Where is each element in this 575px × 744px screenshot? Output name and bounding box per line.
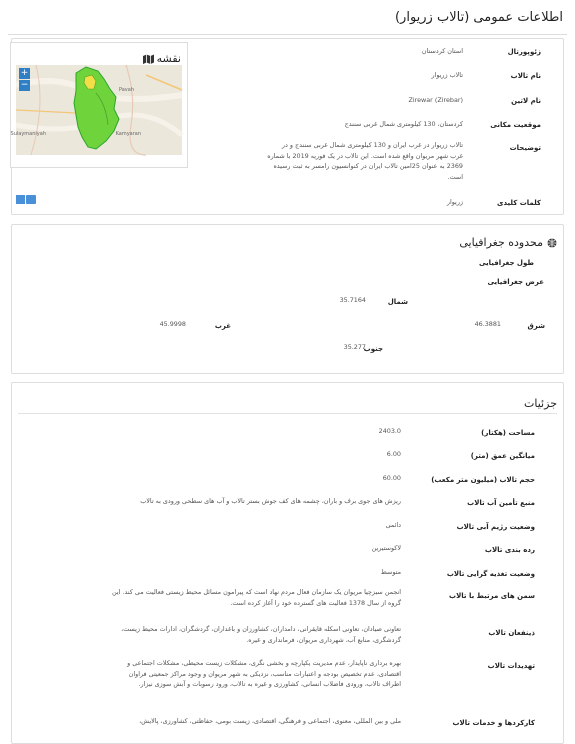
detail-value-volume: 60.00 (382, 474, 401, 482)
detail-label-depth: میانگین عمق (متر) (470, 452, 535, 460)
south-value: 35.277 (343, 343, 366, 351)
label-location: موقعیت مکانی (490, 121, 541, 129)
details-divider (18, 413, 557, 414)
label-wetland-name: نام تالاب (510, 72, 541, 80)
layer-toggle-button[interactable] (16, 195, 25, 204)
detail-value-functions: ملی و بین المللی، معنوی، اجتماعی و فرهنگی، اقتصادی، زیست بومی، حفاظتی، کشاورزی، پالایش، (139, 717, 401, 725)
label-keywords: کلمات کلیدی (497, 199, 541, 207)
value-keywords: زریوار (446, 198, 463, 206)
detail-label-functions: کارکردها و خدمات تالاب (452, 719, 535, 727)
east-label: شرق (527, 322, 545, 330)
svg-text:Kamyaran: Kamyaran (115, 131, 141, 137)
label-latin-name: نام لاتین (511, 97, 541, 105)
details-title: جزئیات (524, 397, 557, 410)
detail-label-threats: تهدیدات تالاب (487, 662, 535, 670)
north-value: 35.7164 (339, 296, 366, 304)
label-zeoportal: زئوپورتال (507, 48, 541, 56)
value-location: کردستان، 130 کیلومتری شمال غربی سنندج (344, 120, 463, 128)
south-label: جنوب (363, 345, 383, 353)
value-zeoportal: استان کردستان (421, 47, 463, 55)
detail-value-water-source: ریزش های جوی برف و باران، چشمه های کف جوش بستر تالاب و آب های سطحی ورودی به تالاب (140, 497, 401, 505)
fullscreen-button[interactable] (26, 195, 36, 204)
map-tiles (10, 65, 182, 155)
west-value: 45.9998 (159, 320, 186, 328)
west-label: غرب (214, 322, 231, 330)
detail-label-stakeholders: ذینفعان تالاب (488, 629, 535, 637)
label-description: توضیحات (509, 144, 541, 152)
detail-value-ngos: انجمن سبزچیا مریوان یک سازمان فعال مردم نهاد است که پیرامون مسائل محیط زیستی فعالیت می کند. این گروه از سال 1378 فعالیت های گسترده خود را آغاز کرده است. (112, 588, 401, 607)
map-header (143, 52, 181, 65)
detail-label-trophic: وضعیت تغذیه گرایی تالاب (446, 570, 535, 578)
value-latin-name: Zirewar (Zirebar) (408, 96, 463, 104)
zoom-out-button[interactable]: − (20, 80, 29, 90)
globe-icon (547, 238, 557, 248)
value-wetland-name: تالاب زریوار (431, 71, 463, 79)
page-title: اطلاعات عمومی (تالاب زریوار) (394, 10, 563, 25)
geo-title: محدوده جغرافیایی (459, 236, 543, 249)
value-description: تالاب زریوار در غرب ایران و 130 کیلومتری شمال غربی سنندج و در غرب شهر مریوان واقع شده است. این تالاب در یک فوریه 2019 با شماره 2369 به عنوان 25امین تالاب ایران در کنوانسیون رامسر به ثبت رسیده است. (267, 141, 463, 181)
north-label: شمال (387, 298, 408, 306)
detail-label-area: مساحت (هکتار) (481, 429, 535, 437)
map-icon (143, 54, 154, 64)
map-title: نقشه (156, 52, 181, 65)
detail-label-ngos: سمن های مرتبط با تالاب (449, 592, 535, 600)
title-divider (8, 34, 567, 35)
detail-label-water-regime: وضعیت رژیم آبی تالاب (456, 523, 535, 531)
detail-value-stakeholders: تعاونی صیادان، تعاونی اسکله قایقرانی، دامداران، کشاورزان و باغداران، گردشگران، ادارات محیط زیست، گردشگری، منابع آب، شهرداری مریوان، فرمانداری و غیره. (121, 625, 401, 644)
longitude-label: طول جغرافیایی (478, 259, 534, 267)
detail-label-water-source: منبع تأمین آب تالاب (467, 499, 535, 507)
detail-value-classification: لاکوستیرین (371, 544, 401, 552)
detail-value-area: 2403.0 (378, 427, 401, 435)
detail-value-depth: 6.00 (386, 450, 401, 458)
detail-value-threats: بهره برداری ناپایدار، عدم مدیریت یکپارچه و بخشی نگری، مشکلات زیست محیطی، مشکلات اجتماعی و اقتصادی، عدم تخصیص بودجه و اعتبارات مناسب، نزدیکی به شهر مریوان و وجود مراکز جمعیتی فراوان اطراف تالاب، ورودی فاضلاب انسانی، کشاورزی و غیره به تالاب، ورود رسوبات و آبش سوزی نیزار. (127, 659, 401, 688)
east-value: 46.3881 (474, 320, 501, 328)
zoom-in-button[interactable]: + (20, 68, 29, 78)
detail-label-volume: حجم تالاب (میلیون متر مکعب) (431, 476, 535, 484)
svg-text:Pavah: Pavah (118, 87, 134, 93)
detail-value-water-regime: دائمی (385, 521, 401, 529)
detail-label-classification: رده بندی تالاب (484, 546, 535, 554)
map-view[interactable] (10, 65, 182, 155)
svg-text:Sulaymaniyah: Sulaymaniyah (10, 131, 46, 137)
map-panel (10, 42, 188, 168)
detail-value-trophic: متوسط (380, 568, 401, 576)
latitude-label: عرض جغرافیایی (487, 278, 544, 286)
geo-header (459, 236, 557, 249)
